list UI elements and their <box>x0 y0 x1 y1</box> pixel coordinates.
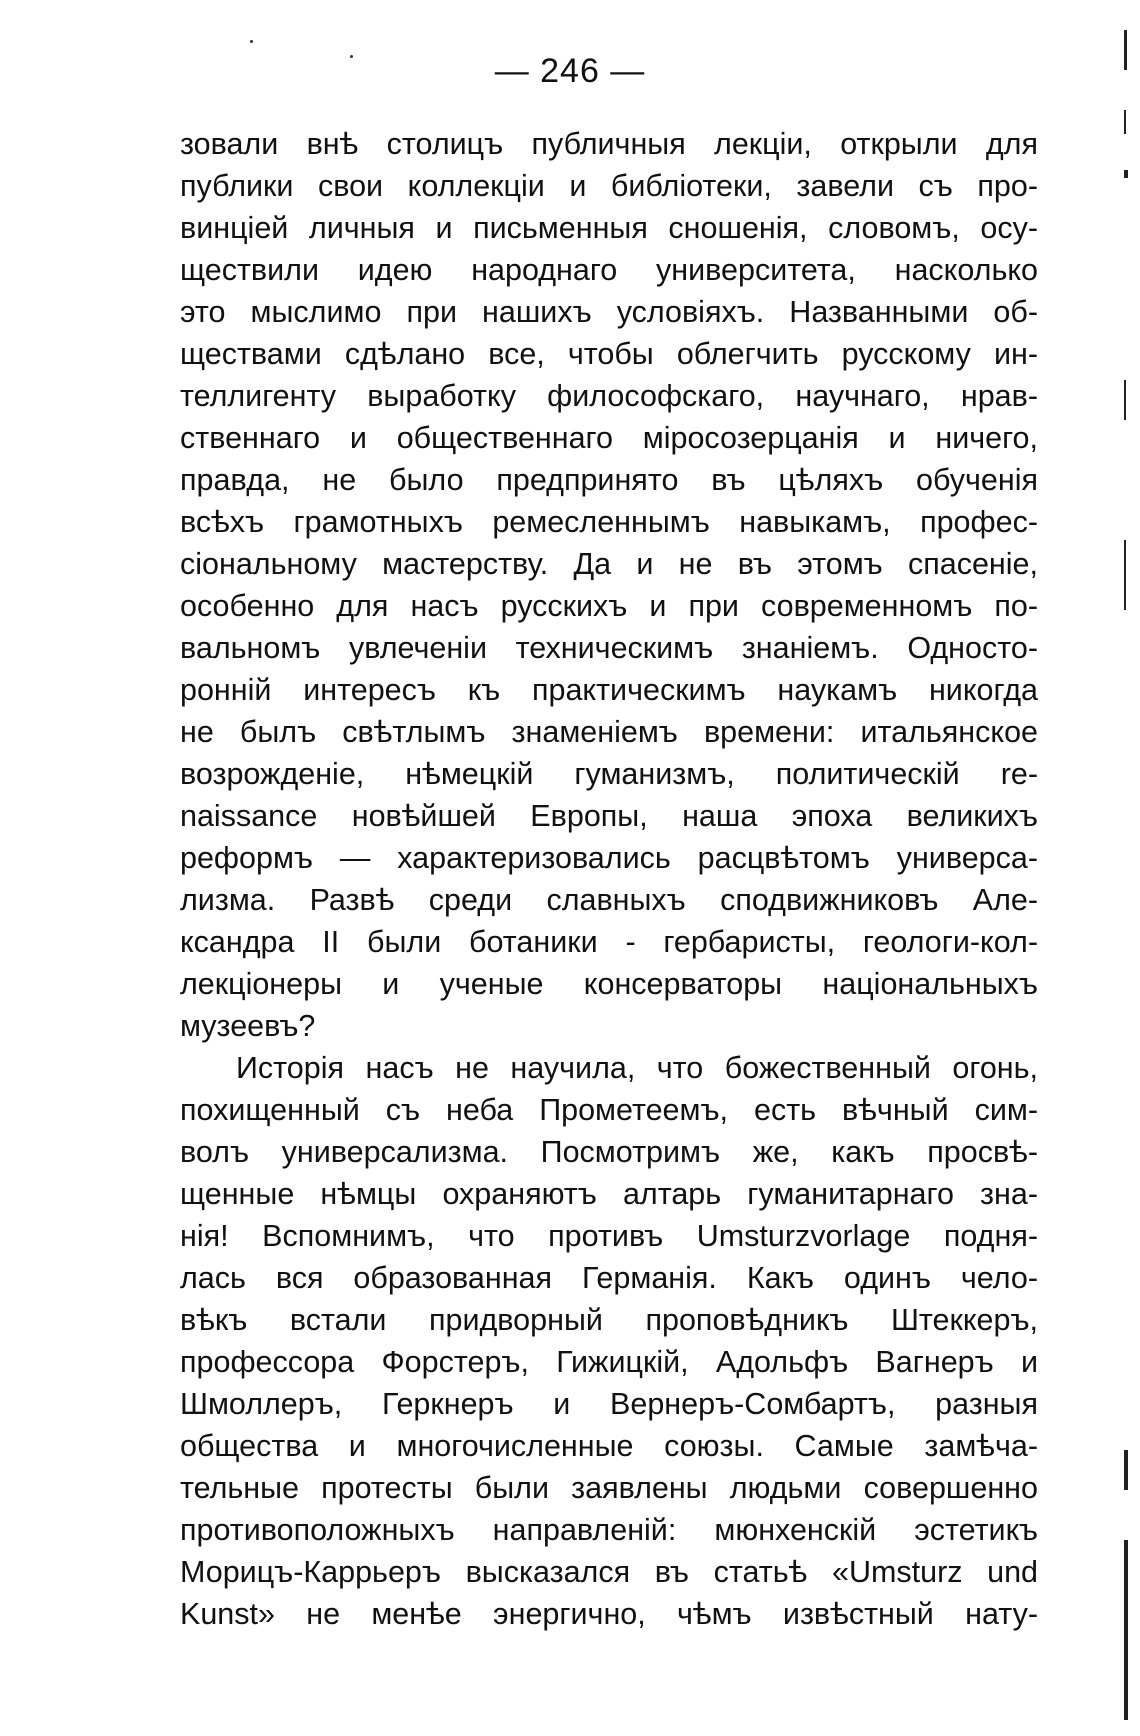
text-line: naissance новѣйшей Европы, наша эпоха великихъ <box>180 799 1038 833</box>
scan-edge-mark <box>1124 170 1128 178</box>
text-line: не былъ свѣтлымъ знаменіемъ времени: итальянское <box>180 715 1038 749</box>
text-line: тельные протесты были заявлены людьми совершенно <box>180 1471 1038 1505</box>
paragraph-2 <box>180 1047 1038 1635</box>
scan-edge-mark <box>1124 380 1126 420</box>
text-line: правда, не было предпринято въ цѣляхъ обученія <box>180 463 1038 497</box>
text-line: ственнаго и общественнаго міросозерцанія и ничего, <box>180 421 1038 455</box>
text-line: лась вся образованная Германія. Какъ одинъ чело- <box>180 1261 1038 1295</box>
text-line: ронній интересъ къ практическимъ наукамъ никогда <box>180 673 1038 707</box>
text-line: похищенный съ неба Прометеемъ, есть вѣчный сим- <box>180 1093 1038 1127</box>
text-line: противоположныхъ направленій: мюнхенскій эстетикъ <box>180 1513 1038 1547</box>
text-line: ществили идею народнаго университета, насколько <box>180 253 1038 287</box>
text-line: ксандра II были ботаники - гербаристы, геологи-кол- <box>180 925 1038 959</box>
page-number: — 246 — <box>494 52 646 90</box>
body-text <box>180 123 1038 1635</box>
scan-edge-mark <box>1124 110 1126 134</box>
scan-edge-mark <box>1124 30 1127 70</box>
text-line: Морицъ-Каррьеръ высказался въ статьѣ «Umsturz und <box>180 1555 1038 1589</box>
scan-speck <box>350 55 353 58</box>
text-line: сіональному мастерству. Да и не въ этомъ спасеніе, <box>180 547 1038 581</box>
text-line: волъ универсализма. Посмотримъ же, какъ просвѣ- <box>180 1135 1038 1169</box>
text-line: зовали внѣ столицъ публичныя лекціи, открыли для <box>180 127 1038 161</box>
text-line: особенно для насъ русскихъ и при современномъ по- <box>180 589 1038 623</box>
text-line: профессора Форстеръ, Гижицкій, Адольфъ Вагнеръ и <box>180 1345 1038 1379</box>
scan-edge-mark <box>1124 1450 1128 1490</box>
text-line: Kunst» не менѣе энергично, чѣмъ извѣстный нату- <box>180 1597 1038 1631</box>
scan-edge-mark <box>1124 1540 1128 1720</box>
paragraph-1 <box>180 123 1038 1047</box>
text-line: всѣхъ грамотныхъ ремесленнымъ навыкамъ, профес- <box>180 505 1038 539</box>
scan-speck <box>250 40 253 43</box>
text-line: возрожденіе, нѣмецкій гуманизмъ, политическій re- <box>180 757 1038 791</box>
text-line: Шмоллеръ, Геркнеръ и Вернеръ-Сомбартъ, разныя <box>180 1387 1038 1421</box>
text-line: это мыслимо при нашихъ условіяхъ. Названными об- <box>180 295 1038 329</box>
text-line: щенные нѣмцы охраняютъ алтарь гуманитарнаго зна- <box>180 1177 1038 1211</box>
text-line: винціей личныя и письменныя сношенія, словомъ, осу- <box>180 211 1038 245</box>
text-line: теллигенту выработку философскаго, научнаго, нрав- <box>180 379 1038 413</box>
text-line: ществами сдѣлано все, чтобы облегчить русскому ин- <box>180 337 1038 371</box>
text-line: музеевъ? <box>180 1009 316 1043</box>
text-line: вѣкъ встали придворный проповѣдникъ Штеккеръ, <box>180 1303 1038 1337</box>
text-line: публики свои коллекціи и библіотеки, завели съ про- <box>180 169 1038 203</box>
scan-edge-mark <box>1124 540 1126 610</box>
text-line: вальномъ увлеченіи техническимъ знаніемъ. Односто- <box>180 631 1038 665</box>
text-line: лизма. Развѣ среди славныхъ сподвижниковъ Але- <box>180 883 1038 917</box>
text-line: общества и многочисленные союзы. Самые замѣча- <box>180 1429 1038 1463</box>
text-line: лекціонеры и ученые консерваторы національныхъ <box>180 967 1038 1001</box>
text-line: реформъ — характеризовались расцвѣтомъ универса- <box>180 841 1038 875</box>
text-line: нія! Вспомнимъ, что противъ Umsturzvorlage подня- <box>180 1219 1038 1253</box>
text-line: Исторія насъ не научила, что божественный огонь, <box>236 1051 1038 1085</box>
